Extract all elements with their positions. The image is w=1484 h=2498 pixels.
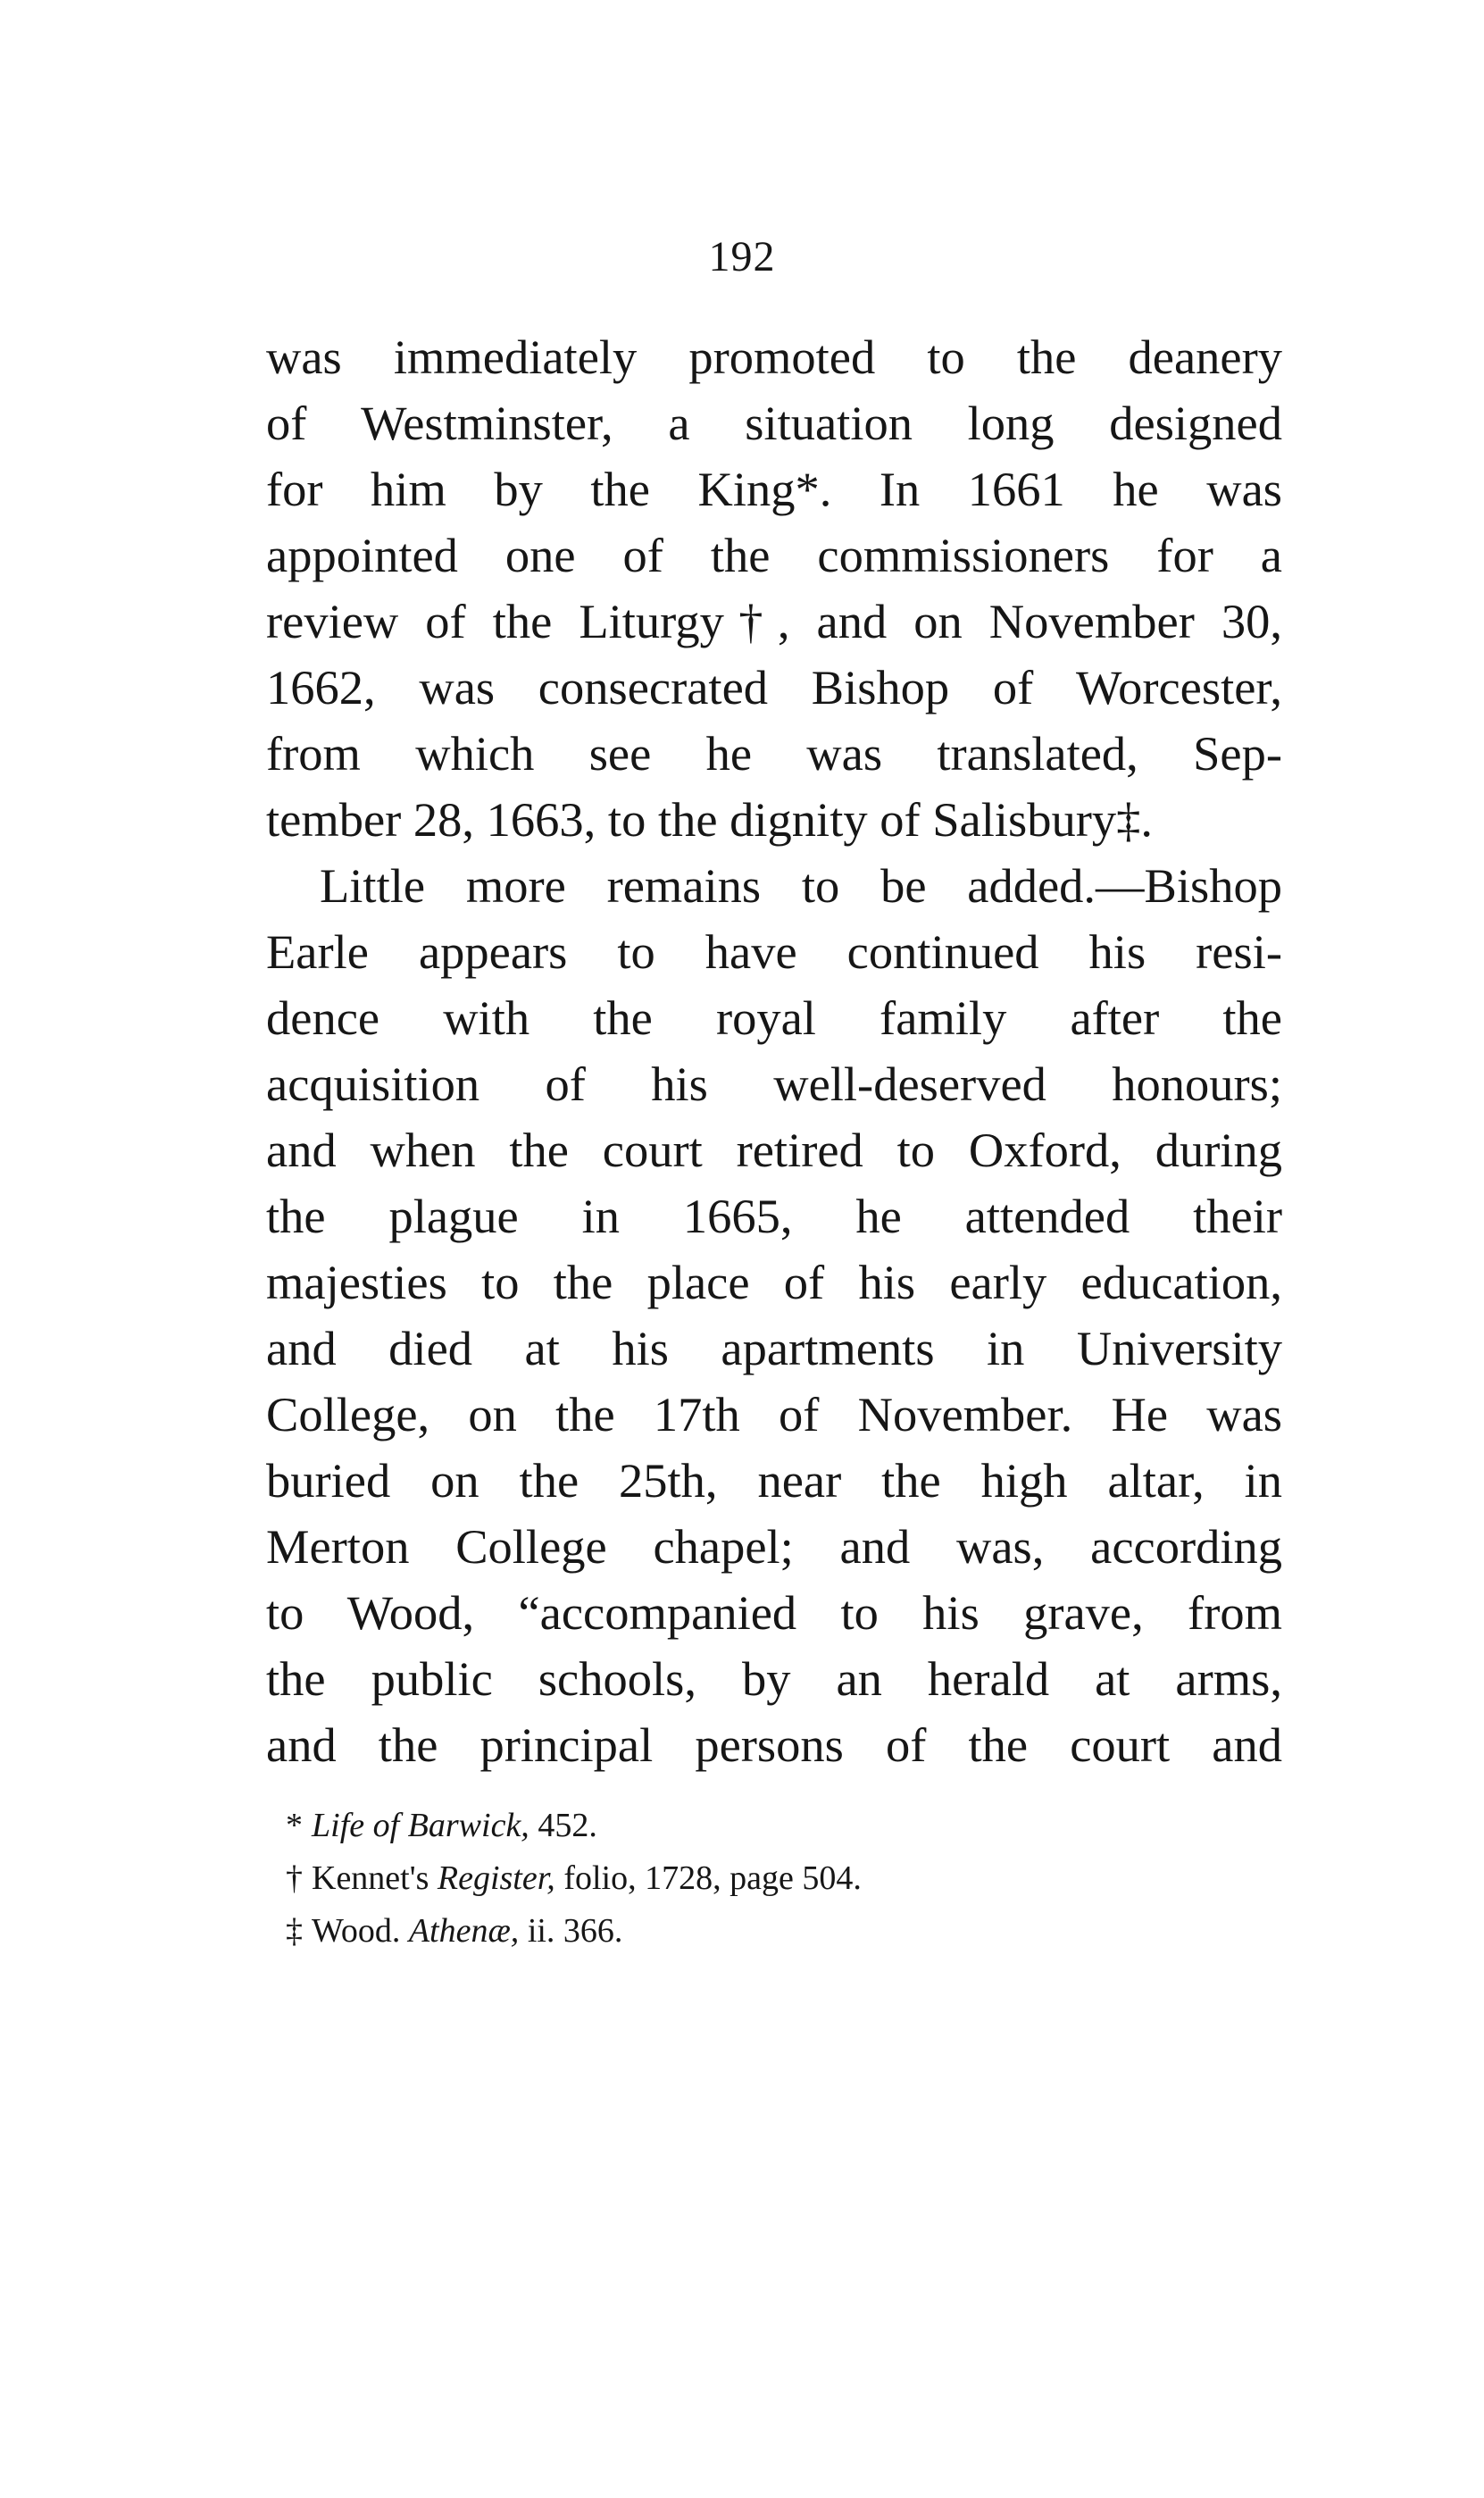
text-line: tember 28, 1663, to the dignity of Salisbury‡. (266, 792, 1154, 847)
text-line: 1662, was consecrated Bishop of Worcester, (266, 660, 1282, 714)
footnotes (286, 1800, 1277, 1958)
text-line: and the principal persons of the court and (266, 1717, 1282, 1772)
text-line: for him by the King*. In 1661 he was (266, 462, 1282, 516)
text-line: College, on the 17th of November. He was (266, 1387, 1282, 1441)
text-line: majesties to the place of his early education, (266, 1255, 1282, 1309)
body-text (266, 324, 1282, 1778)
page-number: 192 (708, 233, 776, 280)
text-line: acquisition of his well-deserved honours; (266, 1057, 1282, 1111)
footnote-mark: * (286, 1807, 303, 1844)
text-line: review of the Liturgy†, and on November 30, (266, 594, 1282, 648)
text-line: was immediately promoted to the deanery (266, 330, 1282, 384)
text-line: and when the court retired to Oxford, during (266, 1123, 1282, 1177)
text-line: the public schools, by an herald at arms, (266, 1651, 1282, 1706)
footnote-wood (286, 1905, 1277, 1958)
footnote-barwick (286, 1800, 1277, 1852)
footnote-text: 452. (529, 1807, 597, 1844)
footnote-text: ii. 366. (519, 1912, 623, 1950)
paragraph-start-line: Little more remains to be added.—Bishop (320, 858, 1282, 913)
footnote-text: folio, 1728, page 504. (554, 1859, 862, 1897)
footnote-text: Wood. (312, 1912, 409, 1950)
text-line: dence with the royal family after the (266, 990, 1282, 1045)
footnote-title: Register, (437, 1859, 555, 1897)
footnote-title: Athenæ, (408, 1912, 520, 1950)
text-line: buried on the 25th, near the high altar, in (266, 1453, 1282, 1508)
text-line: appointed one of the commissioners for a (266, 528, 1282, 582)
footnote-title: Life of Barwick, (312, 1807, 529, 1844)
text-line: the plague in 1665, he attended their (266, 1189, 1282, 1243)
text-line: of Westminster, a situation long designed (266, 396, 1282, 450)
footnote-mark: † (286, 1859, 303, 1897)
text-line: and died at his apartments in University (266, 1321, 1282, 1375)
footnote-text: Kennet's (312, 1859, 438, 1897)
text-line: Merton College chapel; and was, according (266, 1519, 1282, 1574)
footnote-mark: ‡ (286, 1912, 303, 1950)
footnote-kennet (286, 1852, 1277, 1905)
text-line: from which see he was translated, Sep- (266, 726, 1282, 781)
text-line: to Wood, “accompanied to his grave, from (266, 1585, 1282, 1640)
text-line: Earle appears to have continued his resi- (266, 924, 1282, 979)
